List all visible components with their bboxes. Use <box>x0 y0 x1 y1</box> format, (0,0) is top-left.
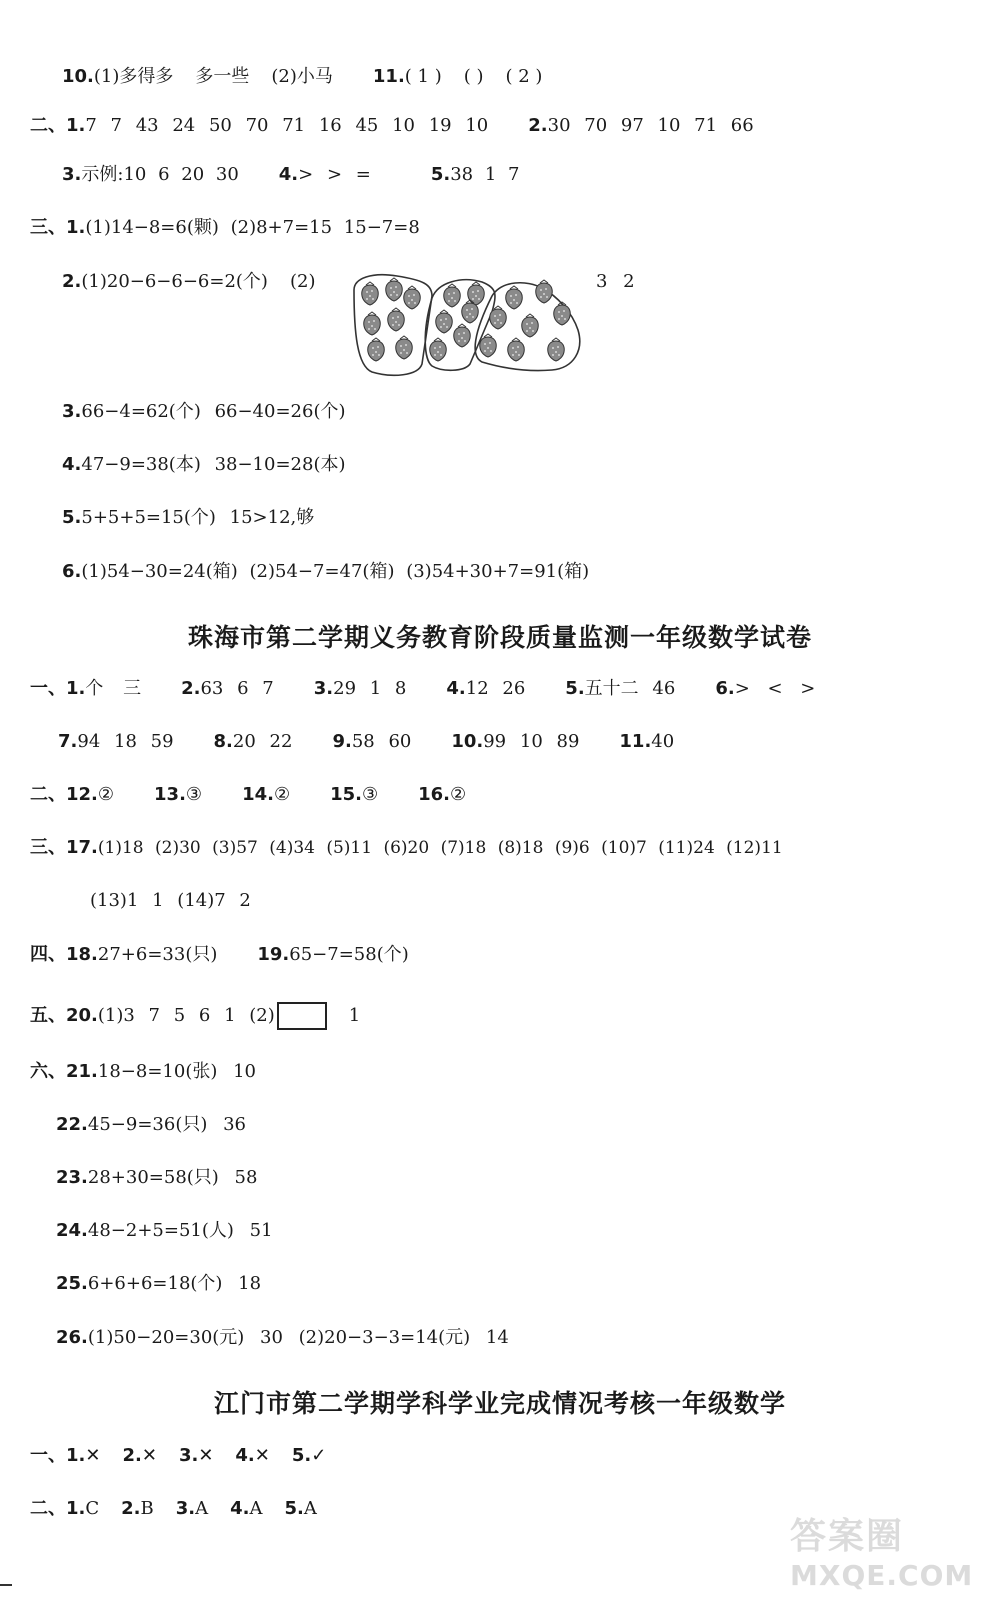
answer-text: 28+30=58(只) 58 <box>87 1167 258 1188</box>
question-number: 12. <box>66 784 98 805</box>
answer-line-zh-17 <box>30 837 783 859</box>
answer-text: (1)14−8=6(颗) (2)8+7=15 15−7=8 <box>85 217 420 238</box>
question-number: 10. <box>451 731 484 752</box>
answer-line-er-3-5 <box>62 164 520 186</box>
question-number: 19. <box>257 944 290 965</box>
answer-line-jm-er <box>30 1498 317 1520</box>
answer-text: ② <box>273 784 291 805</box>
answer-text: 40 <box>651 731 675 752</box>
question-number: 2. <box>528 115 548 136</box>
question-number: 11. <box>619 731 652 752</box>
question-number: 15. <box>330 784 362 805</box>
question-number: 25. <box>56 1273 88 1294</box>
section-label: 三、 <box>30 837 66 858</box>
section-label: 一、 <box>30 1445 66 1466</box>
answer-text: (13)1 1 (14)7 2 <box>90 890 251 911</box>
answer-text: 45−9=36(只) 36 <box>87 1114 246 1135</box>
answer-text: 20 22 <box>232 731 293 752</box>
question-number: 3. <box>175 1498 196 1519</box>
question-number: 1. <box>66 217 86 238</box>
answer-text: ② <box>97 784 115 805</box>
answer-line-zh-23 <box>56 1167 257 1189</box>
strawberry-icon <box>436 310 452 333</box>
strawberry-icon <box>386 278 402 301</box>
answer-text: (1)多得多 <box>93 66 174 87</box>
cross-mark-icon: ✕ <box>85 1445 101 1466</box>
strawberry-icon <box>522 314 538 337</box>
question-number: 6. <box>715 678 735 699</box>
question-number: 26. <box>56 1327 88 1348</box>
answer-line-zh-20 <box>30 1002 360 1030</box>
section-label: 六、 <box>30 1061 66 1082</box>
check-mark-icon: ✓ <box>311 1445 327 1466</box>
question-number: 1. <box>66 115 86 136</box>
strawberry-icon <box>430 338 446 361</box>
answer-text: ② <box>450 784 467 805</box>
question-number: 4. <box>446 678 466 699</box>
answer-line-san-6 <box>62 561 589 583</box>
answer-text: 63 6 7 <box>200 678 274 699</box>
answer-blank-box <box>277 1002 327 1030</box>
answer-line-san-4 <box>62 454 346 476</box>
answer-text: B <box>140 1498 154 1519</box>
question-number: 5. <box>284 1498 304 1519</box>
answer-text: C <box>85 1498 100 1519</box>
answer-text: > < > <box>734 678 816 699</box>
question-number: 23. <box>56 1167 88 1188</box>
answer-text: 30 70 97 10 71 66 <box>547 115 754 136</box>
question-number: 3. <box>62 401 82 422</box>
section-label: 一、 <box>30 678 66 699</box>
answer-text: 58 60 <box>351 731 412 752</box>
answer-text: 1 <box>348 1005 361 1026</box>
answer-text: (1)18 (2)30 (3)57 (4)34 (5)11 (6)20 (7)18 (8)18 (9)6 (10)7 (11)24 (12)11 <box>97 838 783 858</box>
answer-line-zh-21 <box>30 1061 256 1083</box>
section-label: 四、 <box>30 944 66 965</box>
answer-line-zh-7-11 <box>58 731 674 753</box>
answer-text: ( 2 ) <box>505 66 543 87</box>
answer-line-10-11 <box>62 66 542 88</box>
question-number: 4. <box>62 454 82 475</box>
question-number: 11. <box>372 66 405 87</box>
answer-text: 多一些 <box>195 66 250 87</box>
answer-text: ③ <box>185 784 203 805</box>
answer-text: 29 1 8 <box>333 678 407 699</box>
answer-line-zh-18-19 <box>30 944 409 966</box>
section-label: 二、 <box>30 1498 66 1519</box>
question-number: 2. <box>62 271 82 292</box>
answer-line-zh-24 <box>56 1220 273 1242</box>
strawberry-icon <box>368 338 384 361</box>
question-number: 2. <box>122 1445 142 1466</box>
strawberry-icon <box>388 308 404 331</box>
answer-text: 示例:10 6 20 30 <box>81 164 239 185</box>
question-number: 3. <box>313 678 334 699</box>
question-number: 17. <box>66 837 98 858</box>
strawberry-icon <box>506 286 522 309</box>
cross-mark-icon: ✕ <box>198 1445 214 1466</box>
question-number: 21. <box>66 1061 98 1082</box>
answer-text: 7 7 43 24 50 70 71 16 45 10 19 10 <box>85 115 489 136</box>
question-number: 10. <box>62 66 94 87</box>
section-label: 五、 <box>30 1005 66 1026</box>
strawberry-icon <box>396 336 412 359</box>
answer-text: (2)小马 <box>271 66 333 87</box>
section-title-zhuhai: 珠海市第二学期义务教育阶段质量监测一年级数学试卷 <box>187 623 812 652</box>
strawberry-icon <box>364 312 380 335</box>
answer-text: 48−2+5=51(人) 51 <box>87 1220 273 1241</box>
answer-text: A <box>303 1498 317 1519</box>
answer-text: (1)50−20=30(元) 30 (2)20−3−3=14(元) 14 <box>87 1327 509 1348</box>
answer-text: > > = <box>298 164 371 185</box>
strawberry-icon <box>536 280 552 303</box>
watermark-logo-text: 答案圈 <box>790 1516 905 1557</box>
question-number: 1. <box>66 1498 86 1519</box>
answer-text: 65−7=58(个) <box>289 944 409 965</box>
answer-text: ( 1 ) <box>404 66 442 87</box>
answer-text: ③ <box>361 784 379 805</box>
strawberry-icon <box>444 284 460 307</box>
cross-mark-icon: ✕ <box>141 1445 157 1466</box>
question-number: 8. <box>213 731 233 752</box>
answer-line-san-3 <box>62 401 346 423</box>
strawberry-icon <box>508 338 524 361</box>
question-number: 20. <box>66 1005 98 1026</box>
answer-text: ( ) <box>463 66 484 87</box>
answer-line-zh-26 <box>56 1327 509 1349</box>
question-number: 5. <box>565 678 585 699</box>
answer-text: A <box>195 1498 209 1519</box>
answer-text: 66−4=62(个) 66−40=26(个) <box>81 401 346 422</box>
question-number: 5. <box>62 507 82 528</box>
question-number: 22. <box>56 1114 88 1135</box>
answer-text: 94 18 59 <box>77 731 174 752</box>
question-number: 16. <box>418 784 451 805</box>
answer-text: 47−9=38(本) 38−10=28(本) <box>81 454 346 475</box>
strawberry-icon <box>554 302 570 325</box>
section-title-jiangmen: 江门市第二学期学科学业完成情况考核一年级数学 <box>213 1389 786 1418</box>
strawberry-icon <box>362 282 378 305</box>
question-number: 6. <box>62 561 82 582</box>
answer-line-zh-12-16 <box>30 784 466 806</box>
question-number: 13. <box>154 784 186 805</box>
page-edge-dash <box>0 1584 12 1586</box>
answer-text: (1)20−6−6−6=2(个) <box>81 271 268 292</box>
answer-text: 99 10 89 <box>483 731 580 752</box>
answer-line-zh-25 <box>56 1273 261 1295</box>
answer-text: 个 三 <box>85 678 142 699</box>
question-number: 3. <box>62 164 82 185</box>
strawberry-icon <box>480 334 496 357</box>
answer-text: 五十二 46 <box>584 678 676 699</box>
strawberry-icon <box>454 324 470 347</box>
answer-text: (2) <box>289 271 316 292</box>
question-number: 1. <box>66 1445 86 1466</box>
answer-line-san-1 <box>30 217 420 239</box>
answer-text: A <box>249 1498 263 1519</box>
answer-text: 5+5+5=15(个) 15>12,够 <box>81 507 315 528</box>
strawberry-icon <box>468 282 484 305</box>
watermark-url: MXQE.COM <box>790 1559 974 1592</box>
strawberry-icon <box>548 338 564 361</box>
answer-text: 27+6=33(只) <box>97 944 218 965</box>
answer-line-zh-17b <box>90 890 251 912</box>
answer-text: (1)3 7 5 6 1 (2) <box>97 1005 275 1026</box>
question-number: 4. <box>278 164 299 185</box>
strawberry-groups-figure <box>352 272 602 380</box>
question-number: 9. <box>332 731 352 752</box>
section-label: 二、 <box>30 784 66 805</box>
question-number: 4. <box>235 1445 255 1466</box>
watermark <box>790 1508 980 1598</box>
question-number: 2. <box>181 678 201 699</box>
answer-text: 12 26 <box>465 678 526 699</box>
question-number: 24. <box>56 1220 88 1241</box>
section-label: 二、 <box>30 115 66 136</box>
cross-mark-icon: ✕ <box>254 1445 270 1466</box>
section-label: 三、 <box>30 217 66 238</box>
answer-text: (1)54−30=24(箱) (2)54−7=47(箱) (3)54+30+7=91(箱) <box>81 561 590 582</box>
question-number: 1. <box>66 678 86 699</box>
answer-line-er-1-2 <box>30 115 754 137</box>
question-number: 5. <box>430 164 451 185</box>
answer-line-jm-yi <box>30 1445 326 1467</box>
question-number: 4. <box>230 1498 250 1519</box>
answer-line-san-5 <box>62 507 314 529</box>
answer-line-zh-22 <box>56 1114 246 1136</box>
question-number: 5. <box>291 1445 312 1466</box>
question-number: 14. <box>242 784 274 805</box>
question-number: 18. <box>66 944 98 965</box>
question-number: 3. <box>178 1445 199 1466</box>
answer-text: 18−8=10(张) 10 <box>97 1061 256 1082</box>
answer-text: 38 1 7 <box>450 164 520 185</box>
question-number: 7. <box>58 731 78 752</box>
answer-line-san-2 <box>62 271 315 293</box>
question-number: 2. <box>121 1498 141 1519</box>
answer-line-zh-1-6 <box>30 678 815 700</box>
answer-text: 3 2 <box>596 271 635 292</box>
strawberry-icon <box>404 286 420 309</box>
answer-text: 6+6+6=18(个) 18 <box>87 1273 262 1294</box>
